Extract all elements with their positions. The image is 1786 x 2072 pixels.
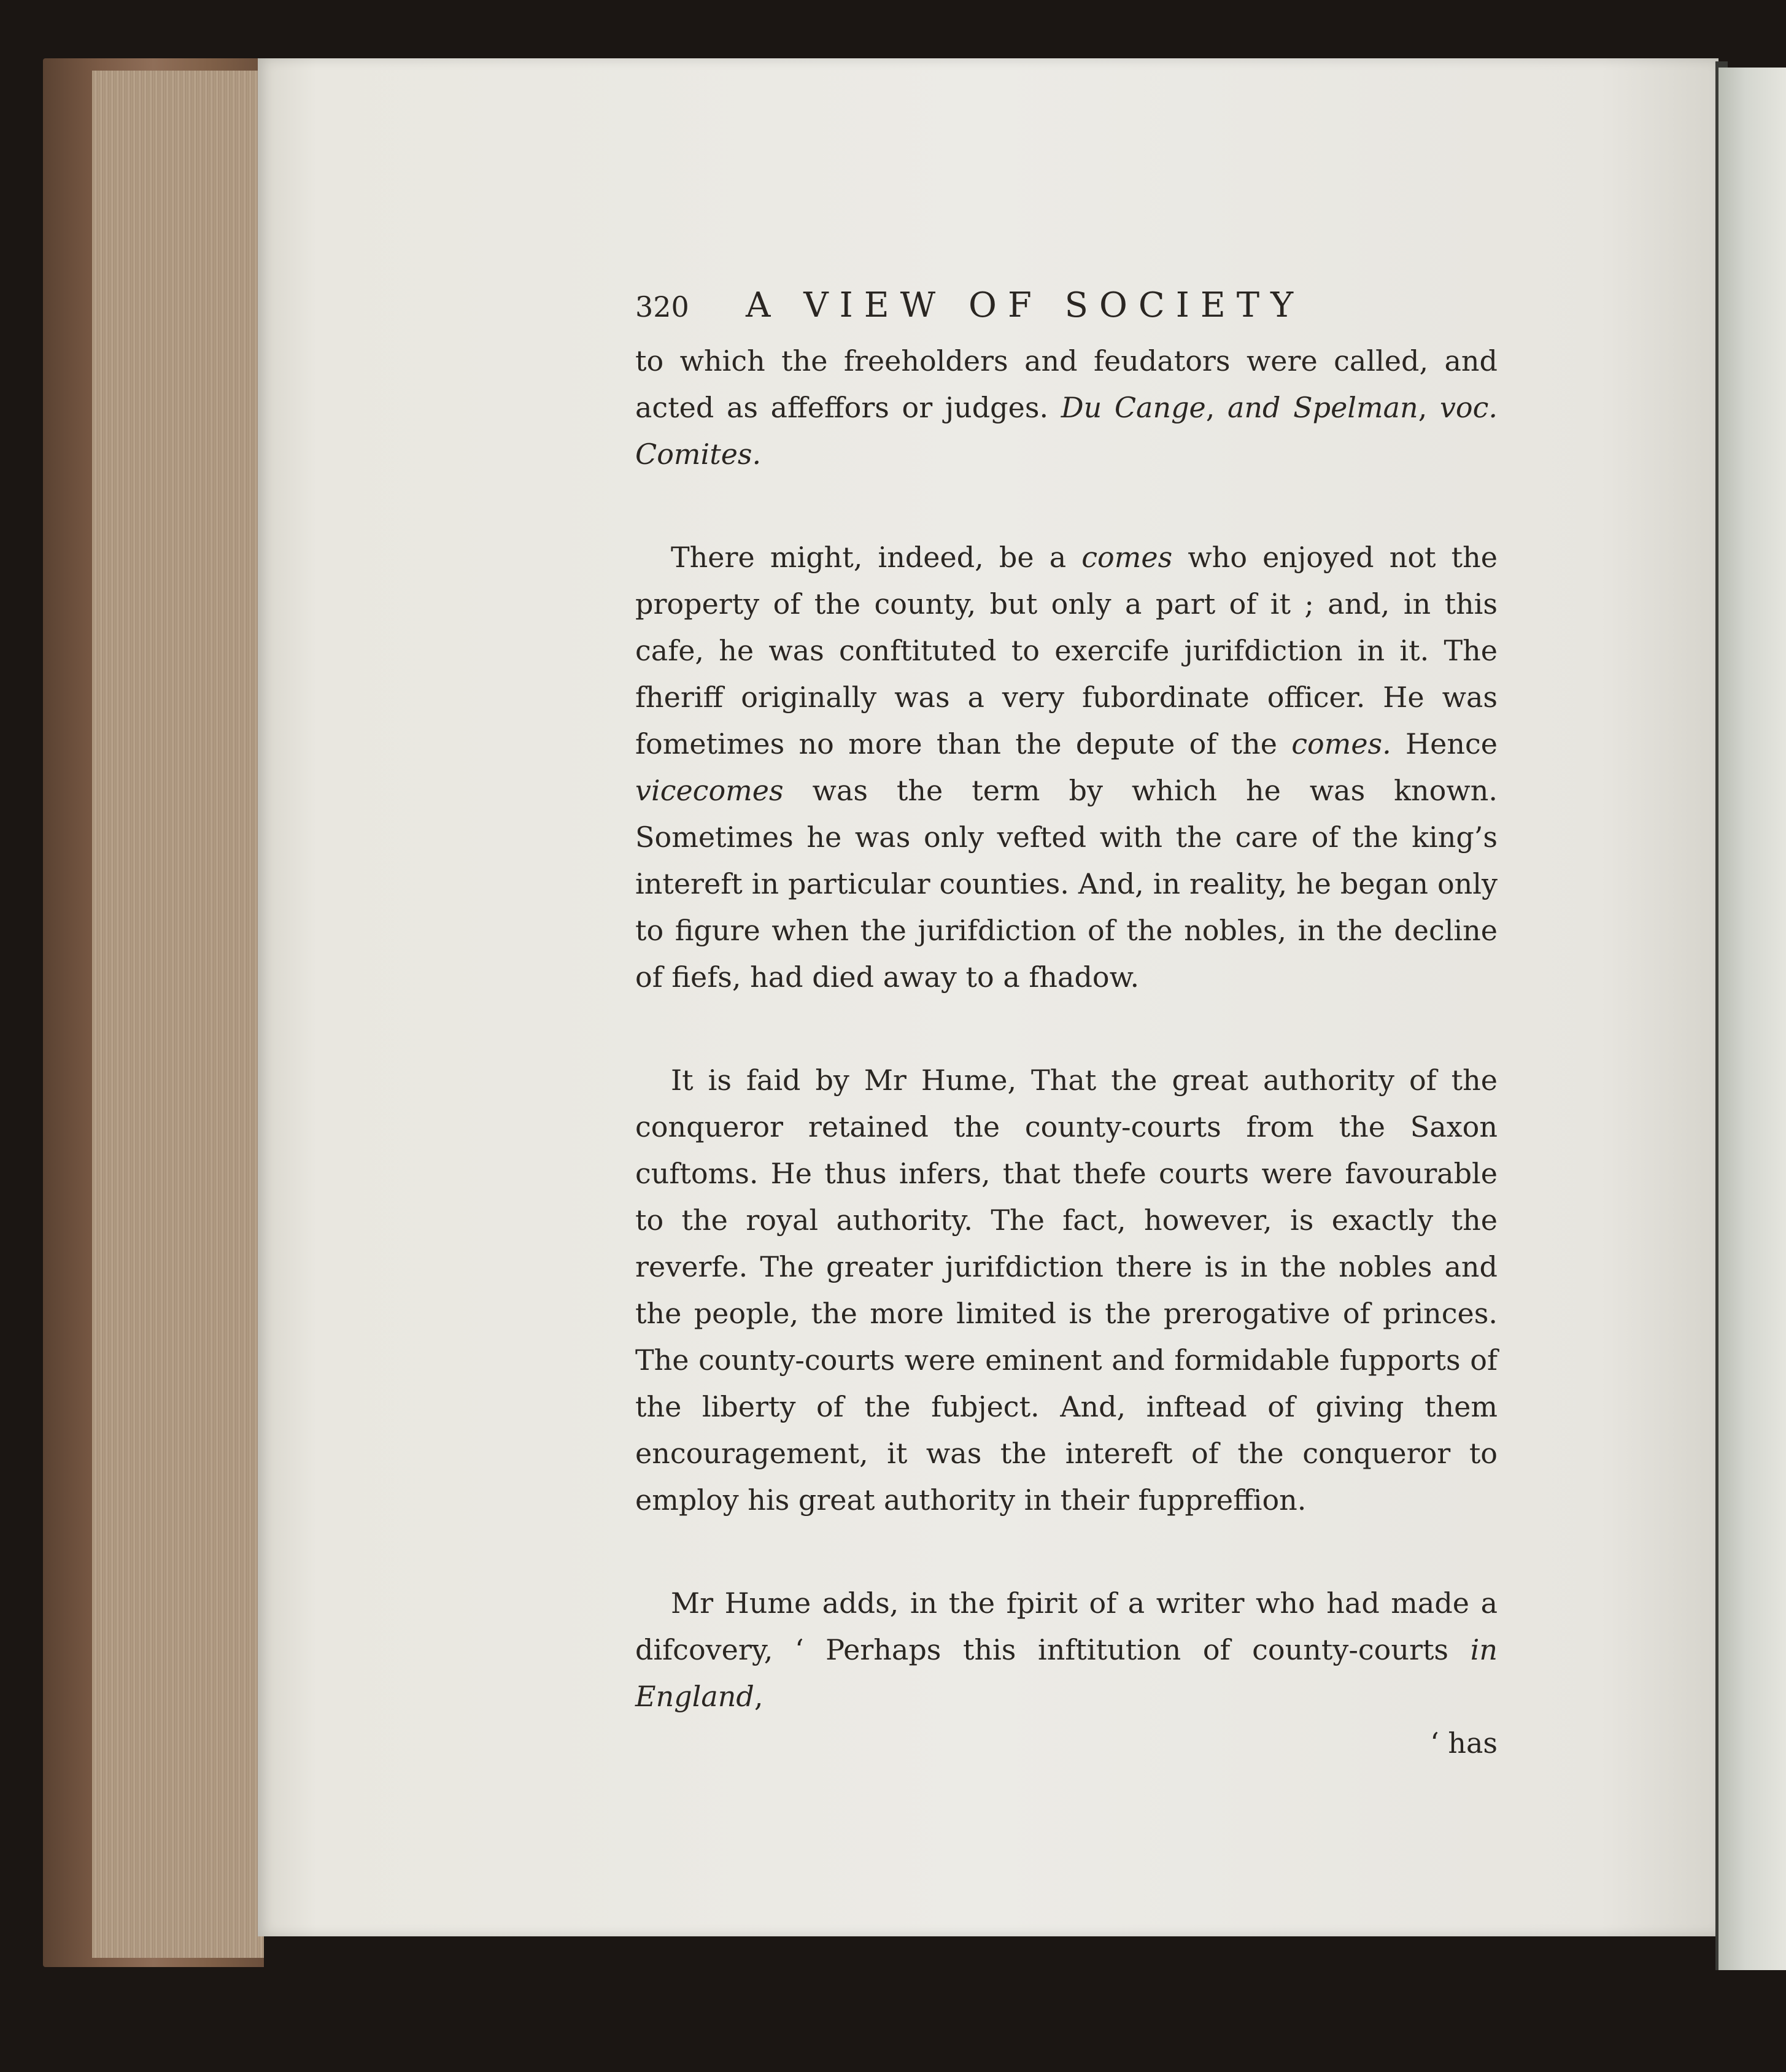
paragraph xyxy=(635,1057,1498,1523)
italic-text: in England xyxy=(635,1633,1498,1713)
italic-text: comes. xyxy=(1291,727,1391,760)
text-run: , xyxy=(1418,391,1440,424)
page-edges xyxy=(92,71,264,1958)
right-page-edge xyxy=(1718,68,1786,1970)
text-run: It is faid by Mr Hume, That the great authority of the conqueror retained the county-courts from the Saxon cuftoms. He thus infers, that thefe courts were favourable to the royal authority. The fact, however, is exactly the reverfe. The greater jurifdiction there is in the nobles and the people, the more limited is the prerogative of princes. The county-courts were eminent and formidable fupports of the liberty of the fubject. And, inftead of giving them encouragement, it was the intereft of the conqueror to employ his great authority in their fuppreffion. xyxy=(635,1064,1498,1517)
text-run: Mr Hume adds, in the fpirit of a writer who had made a difcovery, ‘ Perhaps this inftitution of county-courts xyxy=(635,1587,1498,1666)
text-run: There might, indeed, be a xyxy=(671,541,1082,574)
page-number: 320 xyxy=(635,290,689,323)
text-run: Hence xyxy=(1391,727,1498,760)
catchword: ‘ has xyxy=(1430,1726,1498,1760)
page-text xyxy=(635,282,1498,1766)
italic-text: comes xyxy=(1081,541,1173,574)
italic-text: and Spelman xyxy=(1227,391,1418,424)
text-run: who enjoyed not the property of the county, but only a part of it ; and, in this cafe, he was conftituted to exercife jurifdiction in it. The fheriff originally was a very fubordinate officer. He was fometimes no more than the depute of the xyxy=(635,541,1498,760)
paragraph xyxy=(635,338,1498,477)
text-run: to which the freeholders and feudators were called, and acted as affeffors or judges. xyxy=(635,344,1498,424)
italic-text: vicecomes xyxy=(635,774,784,807)
italic-text: voc. Comites. xyxy=(635,391,1498,471)
page-header xyxy=(635,282,1498,338)
text-run: was the term by which he was known. Sometimes he was only vefted with the care of the king’s intereft in particular counties. And, in reality, he began only to figure when the jurifdiction of the nobles, in the decline of fiefs, had died away to a fhadow. xyxy=(635,774,1498,994)
running-title: A VIEW OF SOCIETY xyxy=(746,285,1305,325)
text-run: , xyxy=(754,1680,763,1713)
italic-text: Du Cange xyxy=(1061,391,1206,424)
paragraph xyxy=(635,534,1498,1000)
text-run: , xyxy=(1205,391,1227,424)
paragraph xyxy=(635,1580,1498,1720)
